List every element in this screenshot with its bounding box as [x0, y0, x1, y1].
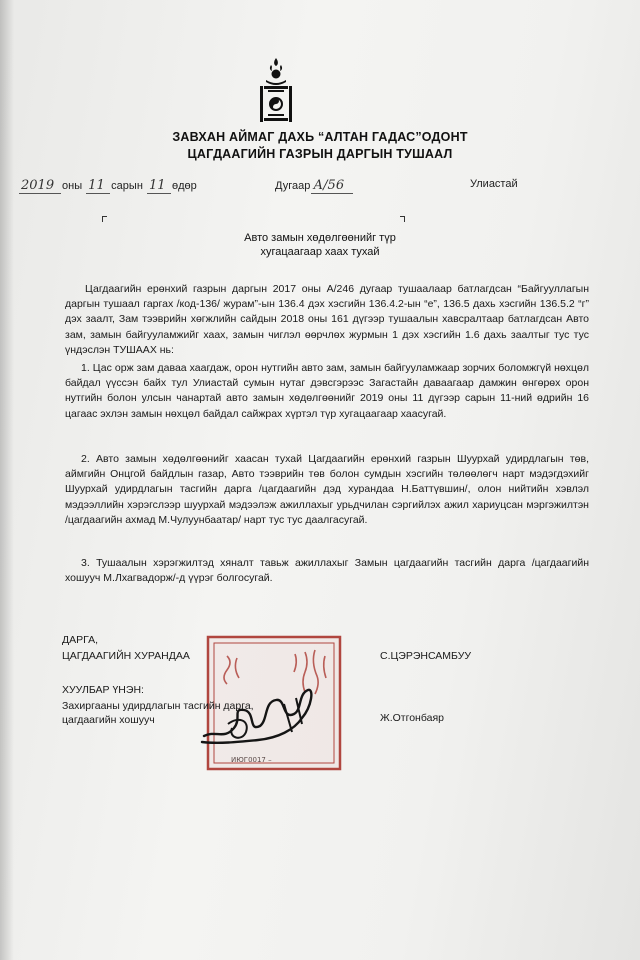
page-edge-shadow — [0, 0, 14, 960]
handwritten-signature — [198, 680, 328, 760]
order-number-field — [275, 178, 354, 194]
stamp-date-text: ИЮГ0017 – — [231, 756, 272, 764]
date-field — [18, 178, 197, 194]
signer-title-2: ЦАГДААГИЙН ХУРАНДАА — [62, 650, 190, 662]
handwritten-day: 11 — [147, 178, 171, 194]
signer-name: С.ЦЭРЭНСАМБУУ — [380, 650, 472, 662]
handwritten-year: 2019 — [19, 178, 61, 194]
certified-copy-label: ХУУЛБАР ҮНЭН: — [62, 684, 144, 696]
handwritten-number: А/56 — [311, 178, 353, 194]
order-item-1: 1. Цас орж зам даваа хаагдаж, орон нутгийн авто зам, замын байгууламжаар зорчих боломжгүй нөхцөл байдал үүссэн байх тул Улиастай сумын нутаг дэвсгэрээс Загастайн даваагаар дамжин өнгөрөх орон нутгийн болон улсын чанартай авто замын хөдөлгөөнийг 2019 оны 11 дүгээр сарын 11-ний өдрийн 16 цагаас эхлэн замын нөхцөл байдал сайжрах хүртэл түр хугацаагаар хаасугай. — [65, 362, 589, 420]
subject-line-1: Авто замын хөдөлгөөнийг түр — [244, 232, 396, 244]
certifier-name: Ж.Отгонбаяр — [380, 712, 444, 724]
subject-line-2: хугацаагаар хаах тухай — [260, 246, 380, 258]
number-label: Дугаар — [275, 180, 311, 192]
signer-title-1: ДАРГА, — [62, 634, 99, 646]
intro-paragraph: Цагдаагийн ерөнхий газрын даргын 2017 оны А/246 дугаар тушаалаар батлагдсан “Байгууллагын даргын тушаал гаргах /код-136/ журам”-ын 136.4 дэх хэсгийн 136.4.2-ын “е”, 136.5 дахь хэсгийн 136.5.2 “г” дэх заалт, Зам тээврийн хөгжлийн сайдын 2018 оны 161 дүгээр тушаалын хавсралтаар батлагдсан Авто зам, замын байгууламжийг хаах, замын чиглэл өөрчлөх журмын 1 дэх хэсгийн 1.6 дахь заалтыг тус тус үндэслэн ТУШААХ нь: — [65, 283, 589, 356]
certifier-title-1: Захиргааны удирдлагын тасгийн дарга, — [62, 700, 254, 712]
handwritten-month: 11 — [86, 178, 110, 194]
subject-bracket-left — [102, 216, 107, 222]
day-label: өдөр — [171, 180, 197, 192]
city-name: Улиастай — [470, 178, 518, 190]
year-label: оны — [62, 180, 83, 192]
order-item-2: 2. Авто замын хөдөлгөөнийг хаасан тухай Цагдаагийн ерөнхий газрын Шуурхай удирдлагын төв, аймгийн Онцгой байдлын газар, Авто тээврийн төв болон сумдын хэсгийн төлөөлөгч нарт мэдэгдэхийг Шуурхай удирдлагын тасгийн дарга /цагдаагийн дэд хурандаа Н.Баттүвшин/, олон нийтийн хэвлэл мэдээллийн хэрэгслээр шуурхай мэдээлэж ажиллахыг урьдчилан сэргийлэх ажил хариуцсан мэргэжилтэн /цагдаагийн ахмад М.Чулуунбаатар/ нарт тус тус даалгасугай. — [65, 453, 589, 526]
order-item-3: 3. Тушаалын хэрэгжилтэд хяналт тавьж ажиллахыг Замын цагдаагийн тасгийн дарга /цагдаагийн хошууч М.Лхагвадорж/-д үүрэг болгосугай. — [65, 557, 589, 585]
subject-bracket-right — [400, 216, 405, 222]
document-type-title: ЦАГДААГИЙН ГАЗРЫН ДАРГЫН ТУШААЛ — [187, 147, 453, 161]
certifier-title-2: цагдаагийн хошууч — [62, 714, 155, 726]
soyombo-emblem-icon — [258, 56, 294, 128]
issuing-organization: ЗАВХАН АЙМАГ ДАХЬ “АЛТАН ГАДАС”ОДОНТ — [172, 130, 468, 144]
month-label: сарын — [111, 180, 143, 192]
